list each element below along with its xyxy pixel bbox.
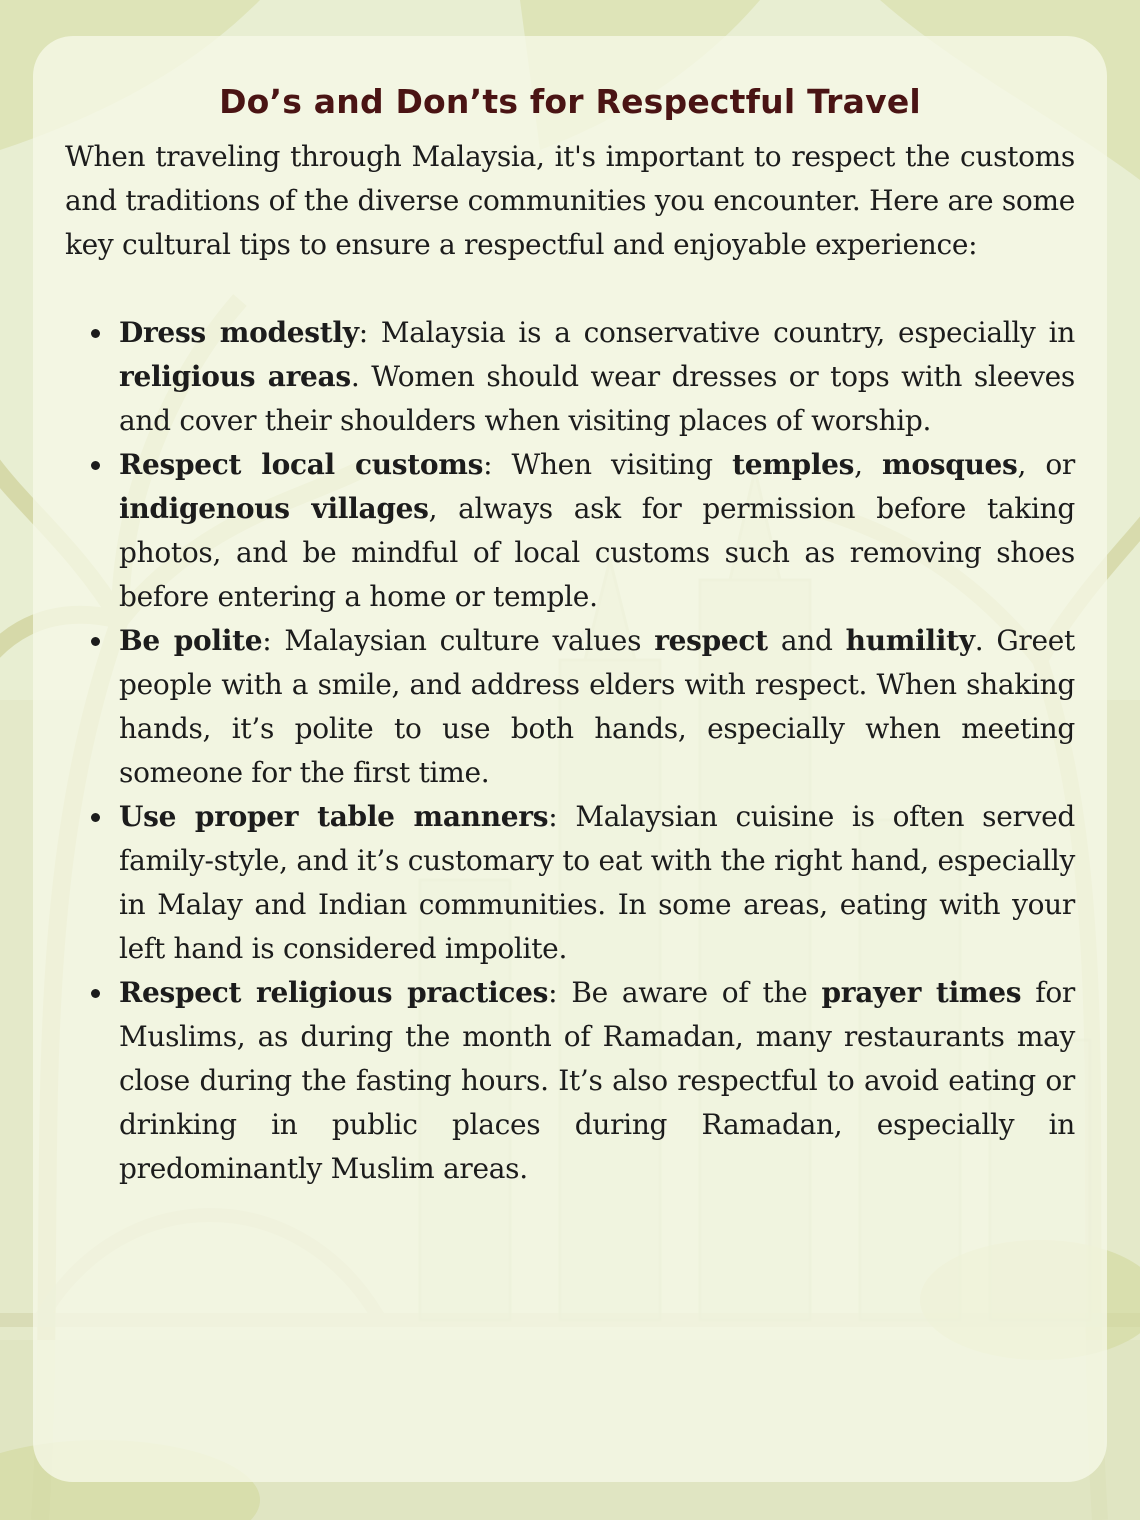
page-title: Do’s and Don’ts for Respectful Travel <box>219 82 921 121</box>
tip-heading: Be polite <box>119 624 263 657</box>
intro-paragraph: When traveling through Malaysia, it's important to respect the customs and traditions of the diverse communities you encounter. Here are some key cultural tips to ensure a respectful and enjoyable experience: <box>65 140 1075 261</box>
bold-term: respect <box>654 624 768 657</box>
bold-term: mosques <box>882 448 1018 481</box>
bold-term: religious areas <box>119 360 351 393</box>
tips-list <box>65 311 1075 1191</box>
bold-term: temples <box>732 448 855 481</box>
bullet-icon <box>91 637 100 646</box>
tip-heading: Respect local customs <box>119 448 484 481</box>
list-item: Be polite: Malaysian culture values respect and humility. Greet people with a smile, and address elders with respect. When shaking hands, it’s polite to use both hands, especially when meeting someone for the first time. <box>119 619 1075 795</box>
content-card <box>33 36 1107 1482</box>
bullet-icon <box>91 813 100 822</box>
bold-term: prayer times <box>821 976 1022 1009</box>
bold-term: indigenous villages <box>119 492 429 525</box>
list-item: Respect local customs: When visiting temples, mosques, or indigenous villages, always ask for permission before taking photos, and be mindful of local customs such as removing shoes before entering a home or temple. <box>119 443 1075 619</box>
list-item: Dress modestly: Malaysia is a conservative country, especially in religious areas. Women should wear dresses or tops with sleeves and cover their shoulders when visiting places of worship. <box>119 311 1075 443</box>
bullet-icon <box>91 329 100 338</box>
tip-heading: Dress modestly <box>119 316 359 349</box>
bullet-icon <box>91 461 100 470</box>
list-item: Respect religious practices: Be aware of the prayer times for Muslims, as during the month of Ramadan, many restaurants may close during the fasting hours. It’s also respectful to avoid eating or drinking in public places during Ramadan, especially in predominantly Muslim areas. <box>119 971 1075 1191</box>
bullet-icon <box>91 989 100 998</box>
tip-heading: Respect religious practices <box>119 976 549 1009</box>
tip-heading: Use proper table manners <box>119 800 549 833</box>
bold-term: humility <box>845 624 975 657</box>
list-item: Use proper table manners: Malaysian cuisine is often served family-style, and it’s customary to eat with the right hand, especially in Malay and Indian communities. In some areas, eating with your left hand is considered impolite. <box>119 795 1075 971</box>
